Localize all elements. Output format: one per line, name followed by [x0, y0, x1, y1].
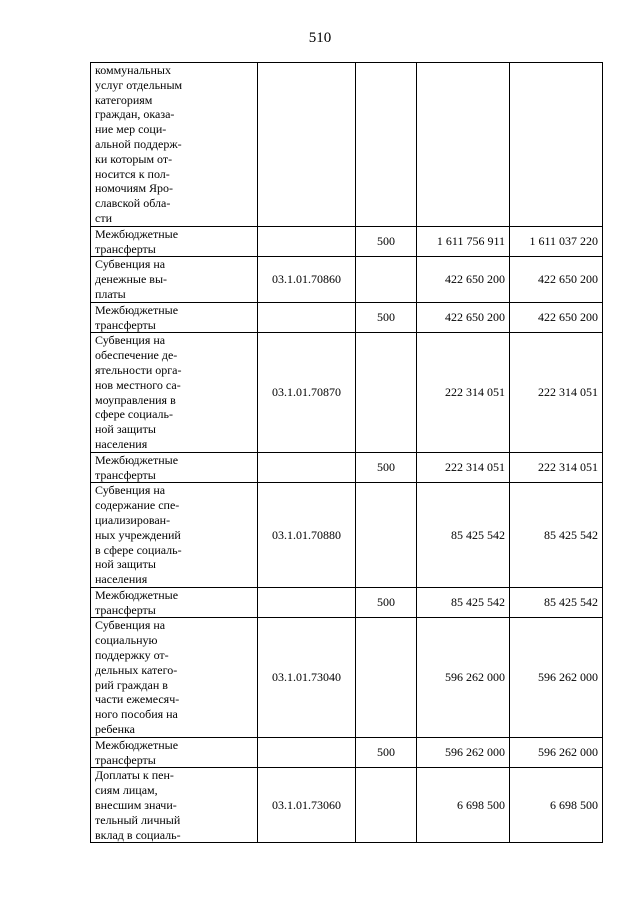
row-name-line: ребенка	[95, 722, 135, 737]
row-name-line: ной защиты	[95, 557, 156, 572]
amount-year1-cell: 422 650 200	[417, 302, 510, 333]
target-article-cell: 03.1.01.70860	[258, 257, 356, 302]
target-article-cell	[258, 737, 356, 768]
amount-year1-cell: 85 425 542	[417, 587, 510, 618]
row-name-cell	[91, 257, 258, 302]
row-name-line: тельный личный	[95, 812, 181, 827]
target-article-cell: 03.1.01.73060	[258, 768, 356, 843]
row-name-cell	[91, 226, 258, 257]
row-name-line: сфере социаль-	[95, 407, 173, 422]
row-name-line: рий граждан в	[95, 677, 168, 692]
amount-year2-cell: 596 262 000	[510, 618, 603, 737]
expense-type-cell	[356, 257, 417, 302]
expense-type-cell	[356, 618, 417, 737]
table-row	[91, 257, 603, 302]
amount-year1-cell: 222 314 051	[417, 333, 510, 452]
row-name-cell	[91, 333, 258, 452]
row-name-line: трансферты	[95, 467, 156, 482]
row-name-cell	[91, 483, 258, 588]
amount-year1-cell: 1 611 756 911	[417, 226, 510, 257]
row-name-line: трансферты	[95, 752, 156, 767]
row-name-line: населения	[95, 572, 148, 587]
amount-year1-cell: 222 314 051	[417, 452, 510, 483]
amount-year2-cell: 422 650 200	[510, 302, 603, 333]
row-name-line: граждан, оказа-	[95, 107, 175, 122]
amount-year2-cell: 6 698 500	[510, 768, 603, 843]
table-row	[91, 737, 603, 768]
target-article-cell: 03.1.01.70870	[258, 333, 356, 452]
expense-type-cell: 500	[356, 302, 417, 333]
row-name-line: обеспечение де-	[95, 348, 178, 363]
amount-year2-cell: 422 650 200	[510, 257, 603, 302]
amount-year2-cell: 222 314 051	[510, 333, 603, 452]
row-name-cell	[91, 302, 258, 333]
row-name-line: ки которым от-	[95, 151, 173, 166]
table-row	[91, 452, 603, 483]
row-name-line: ного пособия на	[95, 707, 178, 722]
target-article-cell	[258, 226, 356, 257]
row-name-line: коммунальных	[95, 63, 171, 77]
expense-type-cell	[356, 768, 417, 843]
table-row	[91, 768, 603, 843]
amount-year1-cell	[417, 63, 510, 227]
table-row	[91, 618, 603, 737]
row-name-line: сиям лицам,	[95, 783, 158, 798]
target-article-cell	[258, 587, 356, 618]
expense-type-cell: 500	[356, 452, 417, 483]
expense-type-cell: 500	[356, 737, 417, 768]
row-name-line: ных учреждений	[95, 527, 181, 542]
row-name-line: Субвенция на	[95, 483, 166, 498]
row-name-line: вклад в социаль-	[95, 827, 181, 842]
row-name-line: поддержку от-	[95, 648, 169, 663]
row-name-cell	[91, 452, 258, 483]
row-name-line: части ежемесяч-	[95, 692, 180, 707]
expense-type-cell: 500	[356, 587, 417, 618]
table-row	[91, 333, 603, 452]
row-name-line: моуправления в	[95, 392, 176, 407]
row-name-line: ние мер соци-	[95, 122, 167, 137]
row-name-line: содержание спе-	[95, 498, 180, 513]
row-name-line: носится к пол-	[95, 166, 170, 181]
expense-type-cell	[356, 483, 417, 588]
row-name-line: ной защиты	[95, 422, 156, 437]
row-name-cell	[91, 737, 258, 768]
row-name-line: трансферты	[95, 241, 156, 256]
amount-year1-cell: 596 262 000	[417, 737, 510, 768]
row-name-line: населения	[95, 436, 148, 451]
row-name-line: Субвенция на	[95, 333, 166, 348]
amount-year2-cell	[510, 63, 603, 227]
row-name-line: циализирован-	[95, 512, 171, 527]
target-article-cell: 03.1.01.70880	[258, 483, 356, 588]
row-name-cell	[91, 768, 258, 843]
row-name-line: Межбюджетные	[95, 737, 179, 752]
amount-year2-cell: 596 262 000	[510, 737, 603, 768]
row-name-line: Субвенция на	[95, 257, 166, 272]
row-name-line: трансферты	[95, 317, 156, 332]
expense-type-cell: 500	[356, 226, 417, 257]
row-name-line: платы	[95, 286, 126, 301]
budget-table	[90, 62, 603, 843]
target-article-cell	[258, 63, 356, 227]
amount-year2-cell: 85 425 542	[510, 483, 603, 588]
target-article-cell: 03.1.01.73040	[258, 618, 356, 737]
row-name-line: услуг отдельным	[95, 77, 183, 92]
row-name-line: славской обла-	[95, 196, 171, 211]
row-name-line: Межбюджетные	[95, 226, 179, 241]
row-name-cell	[91, 618, 258, 737]
row-name-line: номочиям Яро-	[95, 181, 174, 196]
table-row	[91, 302, 603, 333]
row-name-line: социальную	[95, 633, 158, 648]
expense-type-cell	[356, 63, 417, 227]
row-name-line: ятельности орга-	[95, 362, 182, 377]
row-name-line: Межбюджетные	[95, 452, 179, 467]
row-name-line: дельных катего-	[95, 662, 178, 677]
row-name-line: нов местного са-	[95, 377, 181, 392]
amount-year1-cell: 6 698 500	[417, 768, 510, 843]
amount-year2-cell: 222 314 051	[510, 452, 603, 483]
amount-year1-cell: 422 650 200	[417, 257, 510, 302]
row-name-line: денежные вы-	[95, 272, 168, 287]
table-row	[91, 226, 603, 257]
table-row	[91, 587, 603, 618]
row-name-line: Межбюджетные	[95, 302, 179, 317]
row-name-line: Субвенция на	[95, 618, 166, 633]
amount-year2-cell: 85 425 542	[510, 587, 603, 618]
row-name-line: трансферты	[95, 602, 156, 617]
budget-table-body	[91, 63, 603, 843]
row-name-line: альной поддерж-	[95, 136, 182, 151]
row-name-cell	[91, 587, 258, 618]
table-row	[91, 483, 603, 588]
amount-year1-cell: 85 425 542	[417, 483, 510, 588]
row-name-cell	[91, 63, 258, 227]
row-name-line: категориям	[95, 92, 153, 107]
target-article-cell	[258, 452, 356, 483]
amount-year1-cell: 596 262 000	[417, 618, 510, 737]
row-name-line: в сфере социаль-	[95, 542, 182, 557]
table-row	[91, 63, 603, 227]
amount-year2-cell: 1 611 037 220	[510, 226, 603, 257]
expense-type-cell	[356, 333, 417, 452]
row-name-line: внесшим значи-	[95, 798, 177, 813]
row-name-line: Межбюджетные	[95, 587, 179, 602]
target-article-cell	[258, 302, 356, 333]
row-name-line: Доплаты к пен-	[95, 768, 174, 783]
row-name-line: сти	[95, 210, 112, 225]
page-number: 510	[308, 30, 332, 46]
